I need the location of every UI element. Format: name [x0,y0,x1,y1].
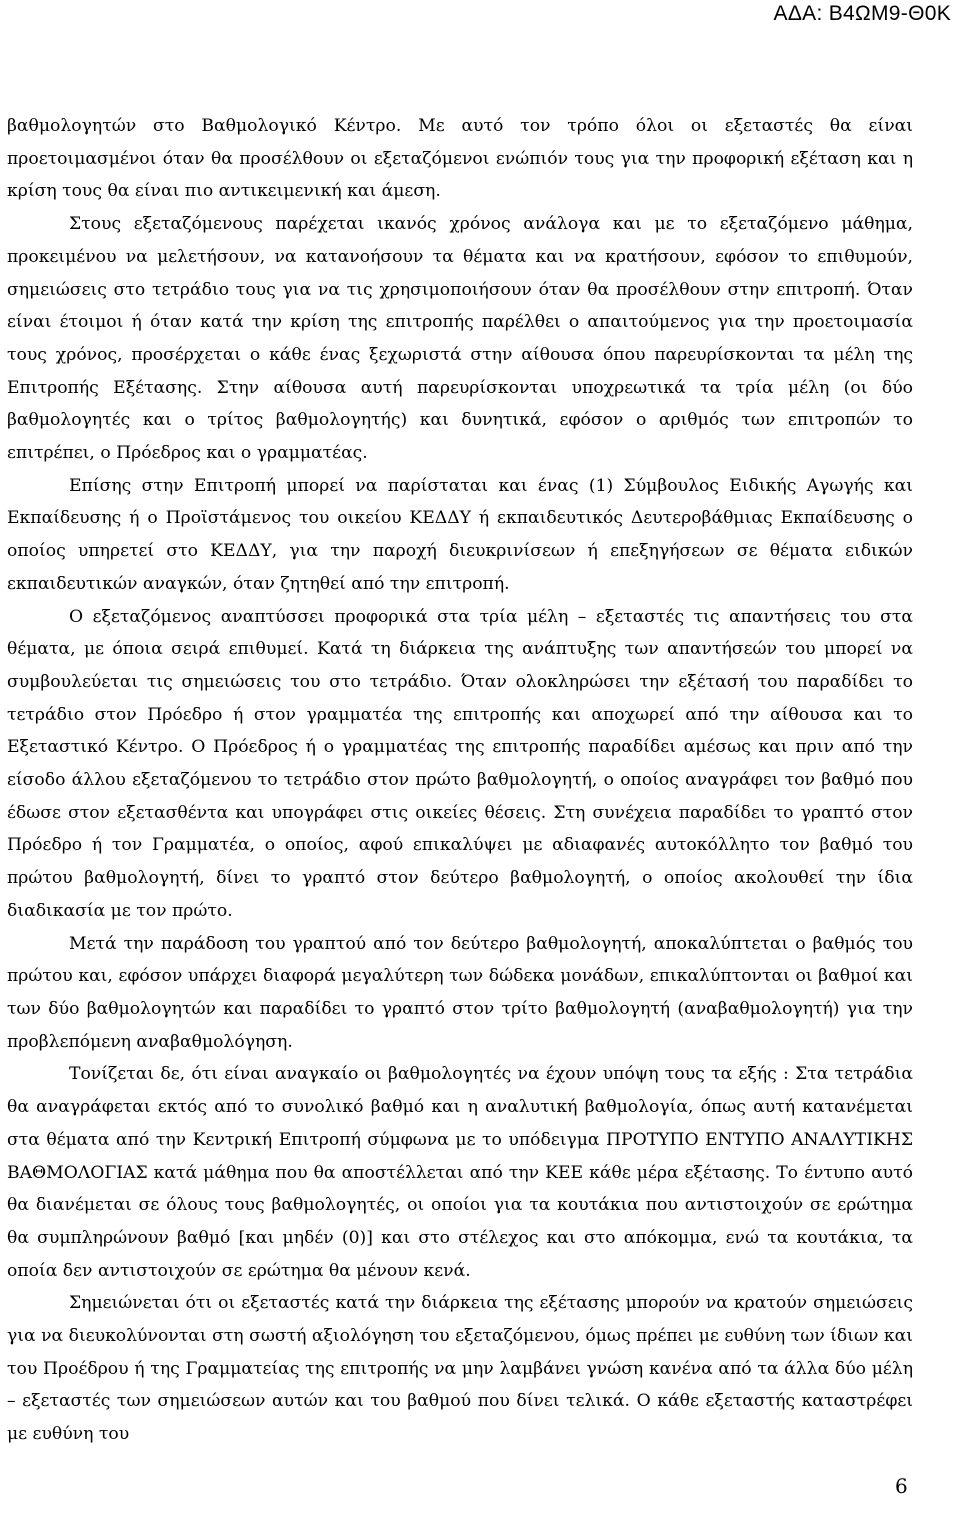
paragraph-7: Σημειώνεται ότι οι εξεταστές κατά την διάρκεια της εξέτασης μπορούν να κρατούν σημειώσεις για να διευκολύνονται στη σωστή αξιολόγηση του εξεταζόμενου, όμως πρέπει με ευθύνη των ίδιων και του Προέδρου ή της Γραμματείας της επιτροπής να μην λαμβάνει γνώση κανένα από τα άλλα δύο μέλη – εξεταστές των σημειώσεων αυτών και του βαθμού που δίνει τελικά. Ο κάθε εξεταστής καταστρέφει με ευθύνη του [7,1293,913,1445]
document-body [7,110,913,1451]
paragraph-6: Τονίζεται δε, ότι είναι αναγκαίο οι βαθμολογητές να έχουν υπόψη τους τα εξής : Στα τετράδια θα αναγράφεται εκτός από το συνολικό βαθμό και η αναλυτική βαθμολογία, όπως αυτή κατανέμεται στα θέματα από την Κεντρική Επιτροπή σύμφωνα με το υπόδειγμα ΠΡΟΤΥΠΟ ΕΝΤΥΠΟ ΑΝΑΛΥΤΙΚΗΣ ΒΑΘΜΟΛΟΓΙΑΣ κατά μάθημα που θα αποστέλλεται από την ΚΕΕ κάθε μέρα εξέτασης. Το έντυπο αυτό θα διανέμεται σε όλους τους βαθμολογητές, οι οποίοι για τα κουτάκια που αντιστοιχούν σε ερώτημα θα συμπληρώνουν βαθμό [και μηδέν (0)] και στο στέλεχος και στο απόκομμα, ενώ τα κουτάκια, τα οποία δεν αντιστοιχούν σε ερώτημα θα μένουν κενά. [7,1064,913,1281]
page-number: 6 [895,1474,908,1498]
paragraph-5: Μετά την παράδοση του γραπτού από τον δεύτερο βαθμολογητή, αποκαλύπτεται ο βαθμός του πρώτου και, εφόσον υπάρχει διαφορά μεγαλύτερη των δώδεκα μονάδων, επικαλύπτονται οι βαθμοί και των δύο βαθμολογητών και παραδίδει το γραπτό στον τρίτο βαθμολογητή (αναβαθμολογητή) για την προβλεπόμενη αναβαθμολόγηση. [7,933,913,1052]
paragraph-4: Ο εξεταζόμενος αναπτύσσει προφορικά στα τρία μέλη – εξεταστές τις απαντήσεις του στα θέματα, με όποια σειρά επιθυμεί. Κατά τη διάρκεια της ανάπτυξης των απαντήσεών του μπορεί να συμβουλεύεται τις σημειώσεις του στο τετράδιο. Όταν ολοκληρώσει την εξέτασή του παραδίδει το τετράδιο στον Πρόεδρο ή στον γραμματέα της επιτροπής και αποχωρεί από την αίθουσα και το Εξεταστικό Κέντρο. Ο Πρόεδρος ή ο γραμματέας της επιτροπής παραδίδει αμέσως και πριν από την είσοδο άλλου εξεταζόμενου το τετράδιο στον πρώτο βαθμολογητή, ο οποίος αναγράφει τον βαθμό που έδωσε στον εξετασθέντα και υπογράφει στις οικείες θέσεις. Στη συνέχεια παραδίδει το γραπτό στον Πρόεδρο ή τον Γραμματέα, ο οποίος, αφού επικαλύψει με αδιαφανές αυτοκόλλητο τον βαθμό του πρώτου βαθμολογητή, δίνει το γραπτό στον δεύτερο βαθμολογητή, ο οποίος ακολουθεί την ίδια διαδικασία με τον πρώτο. [7,606,913,921]
paragraph-3: Επίσης στην Επιτροπή μπορεί να παρίσταται και ένας (1) Σύμβουλος Ειδικής Αγωγής και Εκπαίδευσης ή ο Προϊστάμενος του οικείου ΚΕΔΔΥ ή εκπαιδευτικός Δευτεροβάθμιας Εκπαίδευσης ο οποίος υπηρετεί στο ΚΕΔΔΥ, για την παροχή διευκρινίσεων ή επεξηγήσεων σε θέματα ειδικών εκπαιδευτικών αναγκών, όταν ζητηθεί από την επιτροπή. [7,475,913,594]
paragraph-2: Στους εξεταζόμενους παρέχεται ικανός χρόνος ανάλογα και με το εξεταζόμενο μάθημα, προκειμένου να μελετήσουν, να κατανοήσουν τα θέματα και να κρατήσουν, εφόσον το επιθυμούν, σημειώσεις στο τετράδιο τους για να τις χρησιμοποιήσουν όταν θα προσέλθουν στην επιτροπή. Όταν είναι έτοιμοι ή όταν κατά την κρίση της επιτροπής παρέλθει ο απαιτούμενος για την προετοιμασία τους χρόνος, προσέρχεται ο κάθε ένας ξεχωριστά στην αίθουσα όπου παρευρίσκονται τα μέλη της Επιτροπής Εξέτασης. Στην αίθουσα αυτή παρευρίσκονται υποχρεωτικά τα τρία μέλη (οι δύο βαθμολογητές και ο τρίτος βαθμολογητής) και δυνητικά, εφόσον ο αριθμός των επιτροπών το επιτρέπει, ο Πρόεδρος και ο γραμματέας. [7,214,913,464]
ada-code: ΑΔΑ: Β4ΩΜ9-Θ0Κ [773,2,951,25]
paragraph-1: βαθμολογητών στο Βαθμολογικό Κέντρο. Με αυτό τον τρόπο όλοι οι εξεταστές θα είναι προετοιμασμένοι όταν θα προσέλθουν οι εξεταζόμενοι ενώπιόν τους για την προφορική εξέταση και η κρίση τους θα είναι πιο αντικειμενική και άμεση. [7,116,913,202]
